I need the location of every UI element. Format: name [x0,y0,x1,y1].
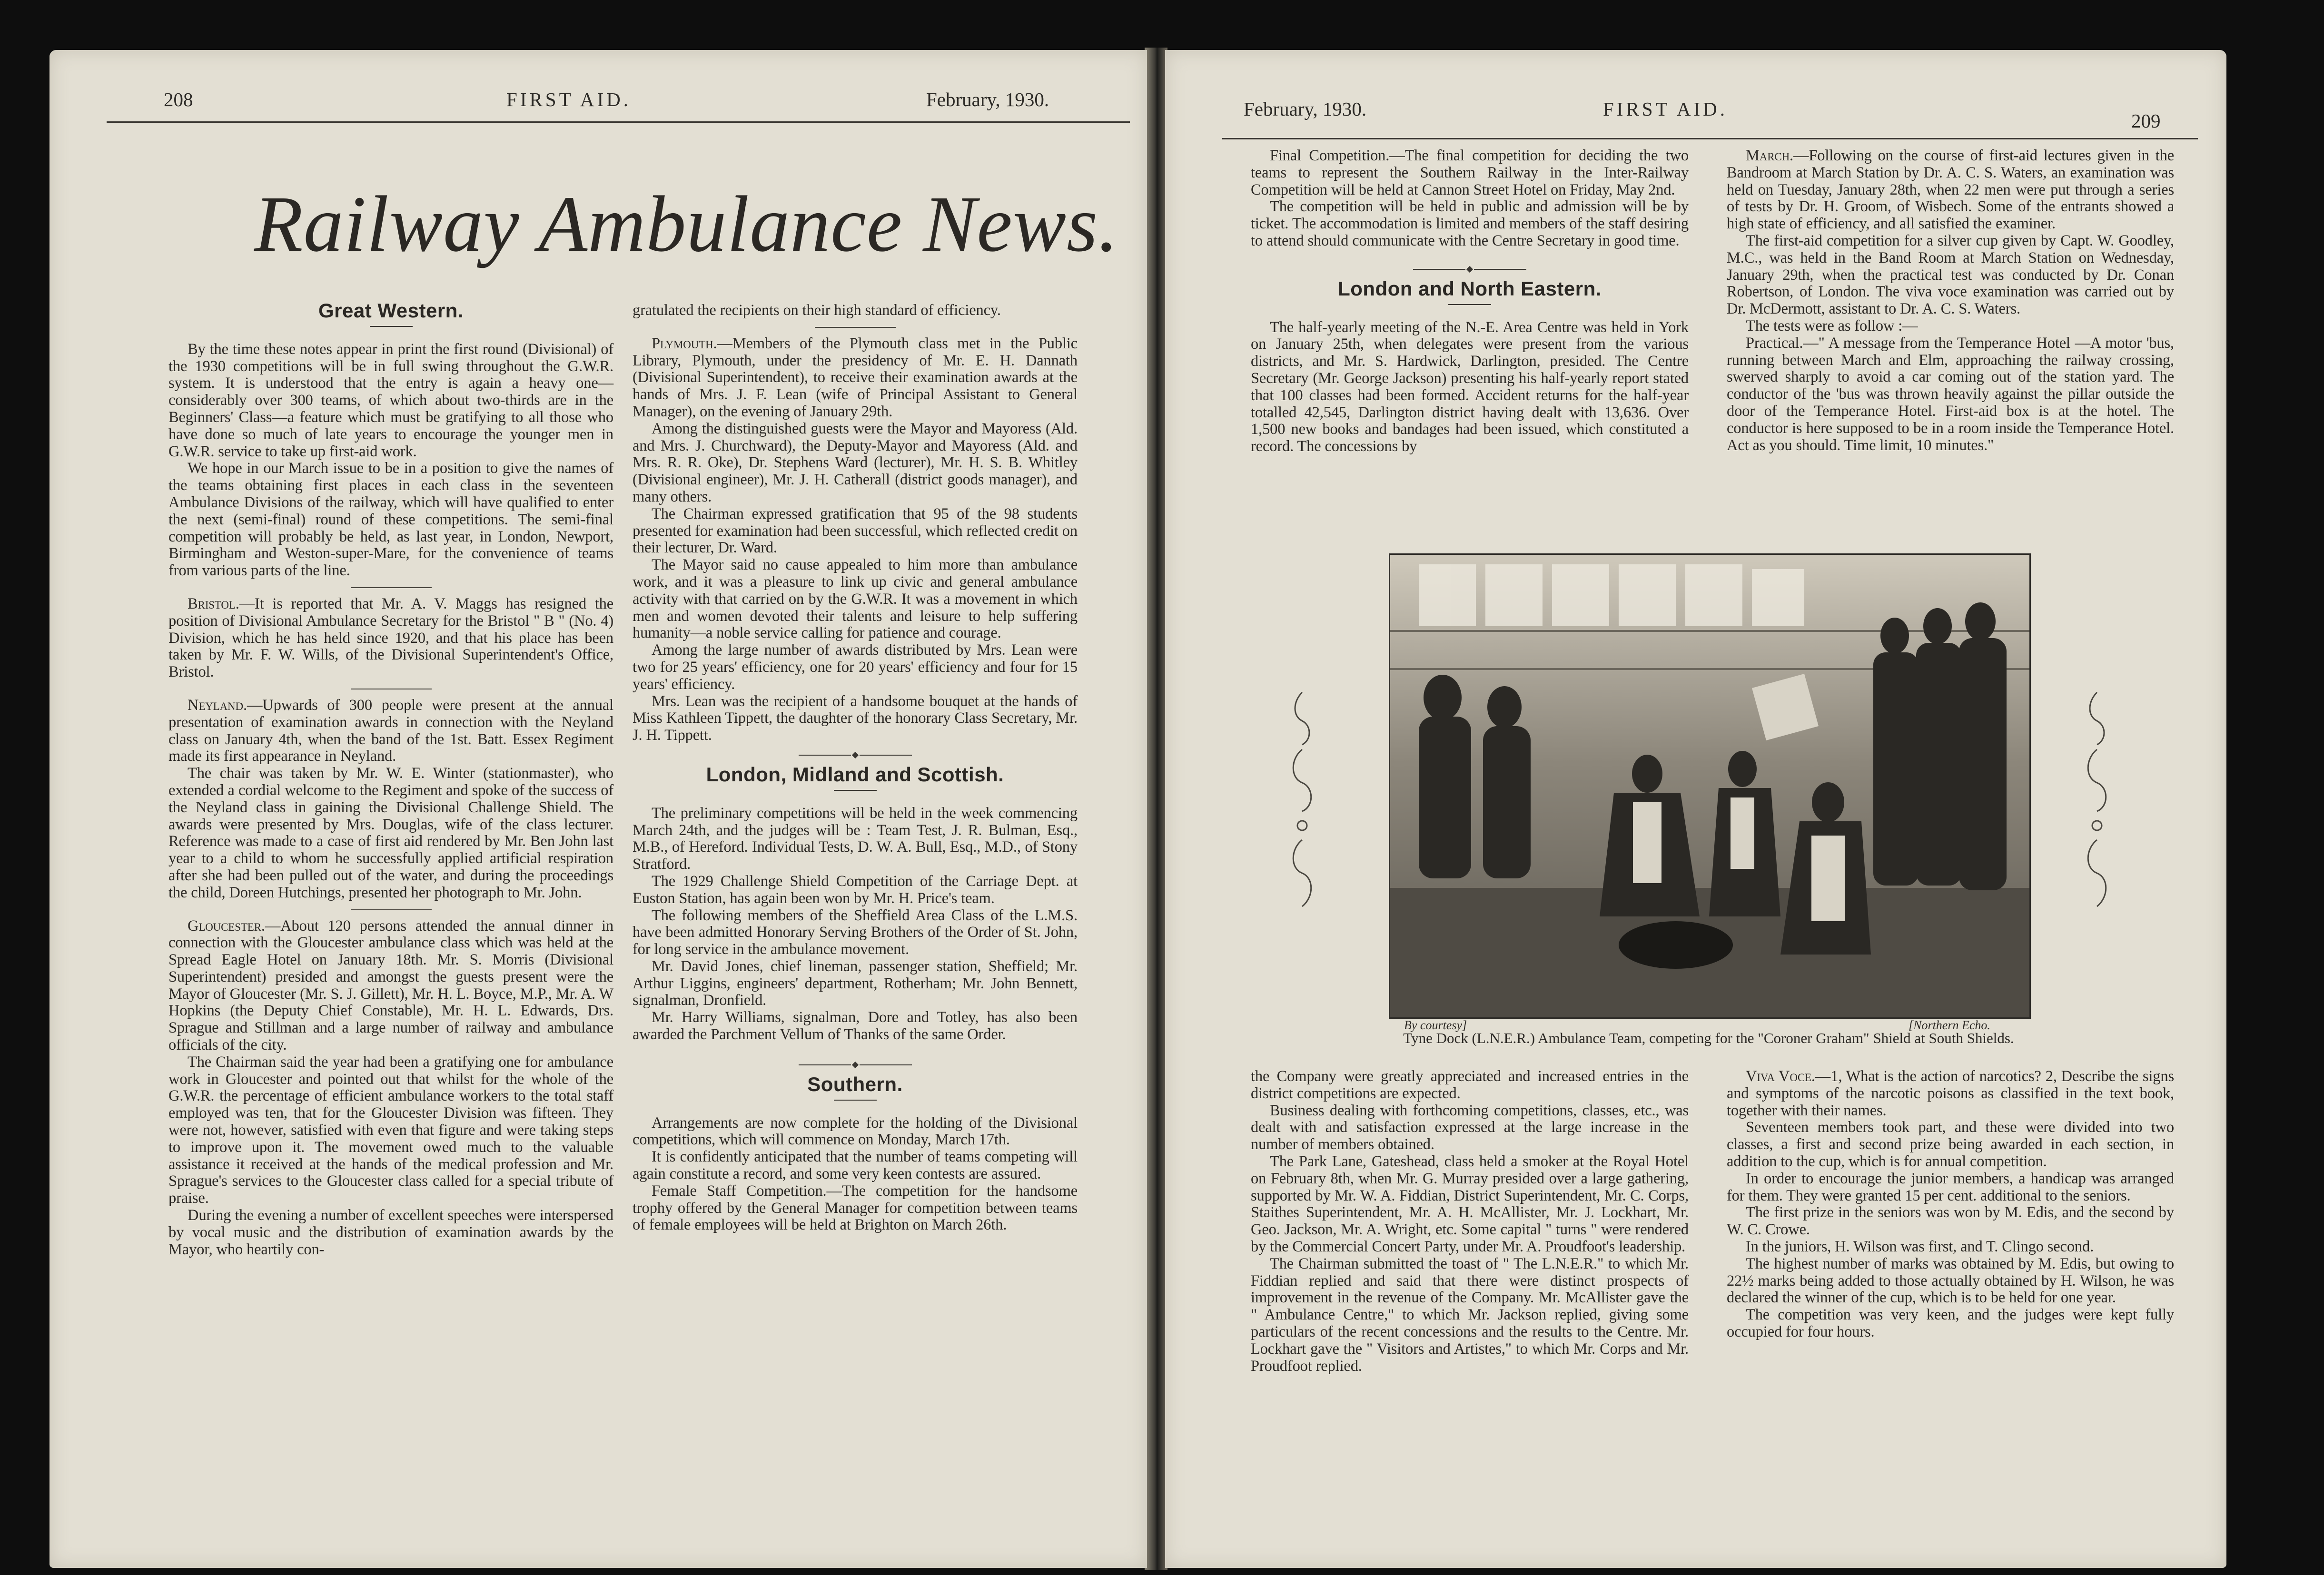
paragraph: The Mayor said no cause appealed to him more than ambulance work, and it was a pleasure to link up civic and general ambulance activity with that carried on by the G.W.R. It was a movement in which men and women devoted their talents and leisure to help suffering humanity—a noble service calling for patience and courage. [633,556,1078,642]
issue-date-right: February, 1930. [1244,98,1367,120]
header-rule-left [107,121,1130,123]
paragraph: The Chairman submitted the toast of " The L.N.E.R." to which Mr. Fiddian replied and said that there were distinct prospects of improvement in the revenue of the Company. Mr. McAllister gave the " Ambulance Centre," to which Mr. Jackson replied, giving some particulars of the recent concessions and the results to the Centre. Mr. Lockhart gave the " Visitors and Artistes," to which Mr. Corps and Mr. Proudfoot replied. [1251,1255,1689,1375]
paragraph: Among the large number of awards distributed by Mrs. Lean were two for 25 years' efficiency, one for 20 years' efficiency and four for 15 years' efficiency. [633,641,1078,693]
running-title-right: FIRST AID. [1603,98,1728,120]
paragraph: The following members of the Sheffield Area Class of the L.M.S. have been admitted Honorary Serving Brothers of the Order of St. John, for long service in the ambulance movement. [633,906,1078,958]
paragraph: The first-aid competition for a silver cup given by Capt. W. Goodley, M.C., was held in the Band Room at March Station on Wednesday, January 29th, when the practical test was conducted by Dr. Conan Robertson, of London. The viva voce examination was carried out by Dr. McDermott, assistant to Dr. A. C. S. Waters. [1727,232,2174,318]
paragraph: In order to encourage the junior members, a handicap was arranged for them. They were granted 15 per cent. additional to the seniors. [1727,1170,2174,1204]
paragraph: The tests were as follow :— [1746,317,1918,335]
paragraph: gratulated the recipients on their high standard of efficiency. [633,302,1001,319]
photo-credit-right: [Northern Echo. [1909,1018,1990,1032]
divider [1448,304,1491,305]
photo-illustration [1390,555,2029,1017]
paragraph: Mr. Harry Williams, signalman, Dore and Totley, has also been awarded the Parchment Vellum of Thanks of the same Order. [633,1009,1078,1043]
paragraph: Arrangements are now complete for the holding of the Divisional competitions, which will commence on Monday, March 17th. [633,1114,1078,1149]
paragraph-label: Bristol. [188,595,239,612]
section-heading-lms: London, Midland and Scottish. [706,763,1004,786]
issue-date-left: February, 1930. [926,89,1049,110]
paragraph: The competition was very keen, and the judges were kept fully occupied for four hours. [1727,1306,2174,1340]
scroll-ornament-right [2083,683,2111,921]
paragraph: We hope in our March issue to be in a position to give the names of the teams obtaining first places in each class in the seventeen Ambulance Divisions of the railway, which will have qualified to enter the next (semi-final) round of these competitions. The semi-final competition will probably be held, as last year, in London, Newport, Birmingham and Weston-super-Mare, for the convenience of teams from various parts of the line. [168,460,613,580]
page-number-left: 208 [164,89,193,110]
paragraph: The 1929 Challenge Shield Competition of the Carriage Dept. at Euston Station, has again been won by Mr. H. Price's team. [633,872,1078,907]
paragraph: the Company were greatly appreciated and increased entries in the district competitions are expected. [1251,1068,1689,1102]
paragraph: The competition will be held in public and admission will be by ticket. The accommodation is limited and members of the staff desiring to attend should communicate with the Centre Secretary in good time. [1251,198,1689,249]
divider [834,1100,877,1101]
paragraph: The half-yearly meeting of the N.-E. Area Centre was held in York on January 25th, when delegates were present from the various districts, and Mr. S. Hardwick, Darlington, presided. The Centre Secretary (Mr. George Jackson) presenting his half-yearly report stated that 100 classes had been formed. Accident returns for the half-year totalled 42,545, Darlington district having dealt with 13,636. Over 1,500 new books and bandages had been issued, which constituted a record. The concessions by [1251,318,1689,455]
page-title: Railway Ambulance News. [254,180,1119,268]
paragraph: The first prize in the seniors was won by M. Edis, and the second by W. C. Crowe. [1727,1204,2174,1239]
paragraph: The highest number of marks was obtained by M. Edis, but owing to 22½ marks being added to those actually obtained by H. Wilson, he was declared the winner of the cup, which is to be held for one year. [1727,1255,2174,1307]
ornamental-divider [1251,267,1689,272]
paragraph: The Chairman said the year had been a gratifying one for ambulance work in Gloucester and pointed out that whilst for the whole of the G.W.R. the percentage of efficient ambulance workers to the total staff employed was ten, that for the Gloucester Division was fifteen. They were not, however, satisfied with even that figure and were taking steps to improve upon it. The movement owed much to the valuable assistance it received at the hands of the medical profession and Mr. Sprague's services to the Gloucester class called for a special tribute of praise. [168,1053,613,1207]
paragraph: It is confidently anticipated that the number of teams competing will again constitute a record, and some very keen contests are assured. [633,1148,1078,1183]
ornamental-divider [633,1063,1078,1067]
paragraph: Neyland.—Upwards of 300 people were present at the annual presentation of examination awards in connection with the Neyland class on January 4th, when the band of the 1st. Batt. Essex Regiment made its first appearance in Neyland. [168,696,613,765]
paragraph-label: Neyland. [188,696,247,714]
paragraph-label: March. [1746,147,1794,164]
paragraph: The Chairman expressed gratification that 95 of the 98 students presented for examination had been successful, which reflected credit on their lecturer, Dr. Ward. [633,505,1078,557]
paragraph: The chair was taken by Mr. W. E. Winter (stationmaster), who extended a cordial welcome to the Regiment and spoke of the success of the Neyland class in gaining the Divisional Challenge Shield. The awards were presented by Mrs. Douglas, wife of the class lecturer. Reference was made to a case of first aid rendered by Mr. Ben John last year to a child to whom he successfully applied artificial respiration after she had been pulled out of the water, and during the proceedings the child, Doreen Hutchings, presented her photograph to Mr. John. [168,765,613,901]
left-column-2 [633,302,1078,1234]
divider [351,587,432,588]
right-column-1-top [1251,148,1689,455]
right-column-1-bottom [1251,1068,1689,1375]
paragraph: Gloucester.—About 120 persons attended the annual dinner in connection with the Gloucester ambulance class which was held at the Spread Eagle Hotel on January 18th. Mr. S. Morris (Divisional Superintendent) presided and amongst the guests present were the Mayor of Gloucester (Mr. S. J. Gillett), Mr. H. L. Boyce, M.P., Mr. A. W Hopkins (the Deputy Chief Constable), Mr. H. L. Edwards, Drs. Sprague and Stillman and a large number of railway and ambulance officials of the city. [168,917,613,1054]
paragraph-label: Viva Voce. [1746,1068,1815,1085]
paragraph: Final Competition.—The final competition for deciding the two teams to represent the Southern Railway in the Inter-Railway Competition will be held at Cannon Street Hotel on Friday, May 2nd. [1251,147,1689,198]
paragraph: Mrs. Lean was the recipient of a handsome bouquet at the hands of Miss Kathleen Tippett, the daughter of the honorary Class Secretary, Mr. J. H. Tippett. [633,692,1078,744]
divider [815,327,896,328]
paragraph: Mr. David Jones, chief lineman, passenger station, Sheffield; Mr. Arthur Liggins, engineers' department, Rotherham; Mr. John Bennett, signalman, Dronfield. [633,957,1078,1009]
paragraph: Among the distinguished guests were the Mayor and Mayoress (Ald. and Mrs. J. Churchward), the Deputy-Mayor and Mayoress (Ald. and Mrs. R. R. Oke), Dr. Stephens Ward (lecturer), Mr. H. S. B. Whitley (Divisional engineer), Mr. J. H. Catherall (district goods manager), and many others. [633,420,1078,505]
photo-caption: Tyne Dock (L.N.E.R.) Ambulance Team, competing for the "Coroner Graham" Shield at South Shields. [1403,1030,2014,1046]
paragraph: In the juniors, H. Wilson was first, and T. Clingo second. [1746,1238,2094,1255]
paragraph: The Park Lane, Gateshead, class held a smoker at the Royal Hotel on February 8th, when Mr. G. Murray presided over a large gathering, supported by Mr. W. A. Fiddian, District Superintendent, Mr. C. Corps, Staithes Superintendent, Mr. A. H. McAllister, Mr. J. Lockhart, Mr. Geo. Jackson, Mr. A. Wright, etc. Some capital " turns " were rendered by the Commercial Concert Party, under Mr. A. Proudfoot's leadership. [1251,1152,1689,1255]
paragraph: Practical.—" A message from the Temperance Hotel —A motor 'bus, running between March and Elm, approaching the railway crossing, swerved sharply to avoid a car coming out of the station yard. The conductor of the 'bus was thrown heavily against the pillar outside the door of the Temperance Hotel. First-aid box is at the hotel. The conductor is here supposed to be in a room inside the Temperance Hotel. Act as you should. Time limit, 10 minutes." [1727,334,2174,454]
photo-credit-left: By courtesy] [1404,1018,1467,1032]
divider [370,326,413,327]
running-title-left: FIRST AID. [506,89,632,110]
divider [834,790,877,791]
paragraph: During the evening a number of excellent speeches were interspersed by vocal music and the distribution of examination awards by the Mayor, who heartily con- [168,1207,613,1258]
paragraph: The preliminary competitions will be held in the week commencing March 24th, and the judges will be : Team Test, J. R. Bulman, Esq., M.B., of Hereford. Individual Tests, D. W. A. Bull, Esq., M.D., of Stony Stratford. [633,804,1078,873]
left-page [49,50,1147,1568]
ambulance-team-photo [1389,553,2031,1019]
page-number-right: 209 [2131,110,2161,132]
right-column-2-bottom [1727,1068,2174,1341]
paragraph: Viva Voce.—1, What is the action of narcotics? 2, Describe the signs and symptoms of the narcotic poisons as classified in the text book, together with their names. [1727,1068,2174,1119]
paragraph-label: Gloucester. [188,917,265,935]
paragraph: Seventeen members took part, and these were divided into two classes, a first and second prize being awarded in each section, in addition to the cup, which is for annual competition. [1727,1119,2174,1170]
header-rule-right [1222,138,2198,139]
divider [351,909,432,910]
paragraph: March.—Following on the course of first-aid lectures given in the Bandroom at March Station by Dr. A. C. S. Waters, an examination was held on Tuesday, January 28th, when 22 men were put through a series of tests by Dr. H. Groom, of Wisbech. Some of the entrants showed a high state of efficiency, and all satisfied the examiner. [1727,147,2174,233]
paragraph: Plymouth.—Members of the Plymouth class met in the Public Library, Plymouth, under the presidency of Mr. E. H. Dannath (Divisional Superintendent), to receive their examination awards at the hands of Mrs. J. F. Lean (wife of Principal Assistant to General Manager), on the evening of January 29th. [633,335,1078,420]
right-column-2-top [1727,148,2174,454]
left-column-1 [168,299,613,1258]
section-heading-lner: London and North Eastern. [1338,277,1602,300]
book-gutter [1145,48,1167,1570]
paragraph: Business dealing with forthcoming competitions, classes, etc., was dealt with and satisfaction expressed at the large increase in the number of members obtained. [1251,1102,1689,1153]
section-heading-great-western: Great Western. [318,299,464,322]
paragraph: Female Staff Competition.—The competition for the handsome trophy offered by the General Manager for competition between teams of female employees will be held at Brighton on March 26th. [633,1182,1078,1234]
ornamental-divider [633,753,1078,758]
paragraph-label: Plymouth. [652,335,717,352]
paragraph: By the time these notes appear in print the first round (Divisional) of the 1930 competitions will be in full swing throughout the G.W.R. system. It is understood that the entry is again a heavy one—considerably over 300 teams, of which about two-thirds are in the Beginners' Class—a feature which must be gratifying to all those who have done so much of late years to encourage the younger men in G.W.R. service to take up first-aid work. [168,340,613,460]
section-heading-southern: Southern. [807,1073,903,1095]
scroll-ornament-left [1288,683,1316,921]
paragraph: Bristol.—It is reported that Mr. A. V. Maggs has resigned the position of Divisional Ambulance Secretary for the Bristol " B " (No. 4) Division, which he has held since 1920, and that his place has been taken by Mr. F. W. Wills, of the Divisional Superintendent's Office, Bristol. [168,595,613,681]
